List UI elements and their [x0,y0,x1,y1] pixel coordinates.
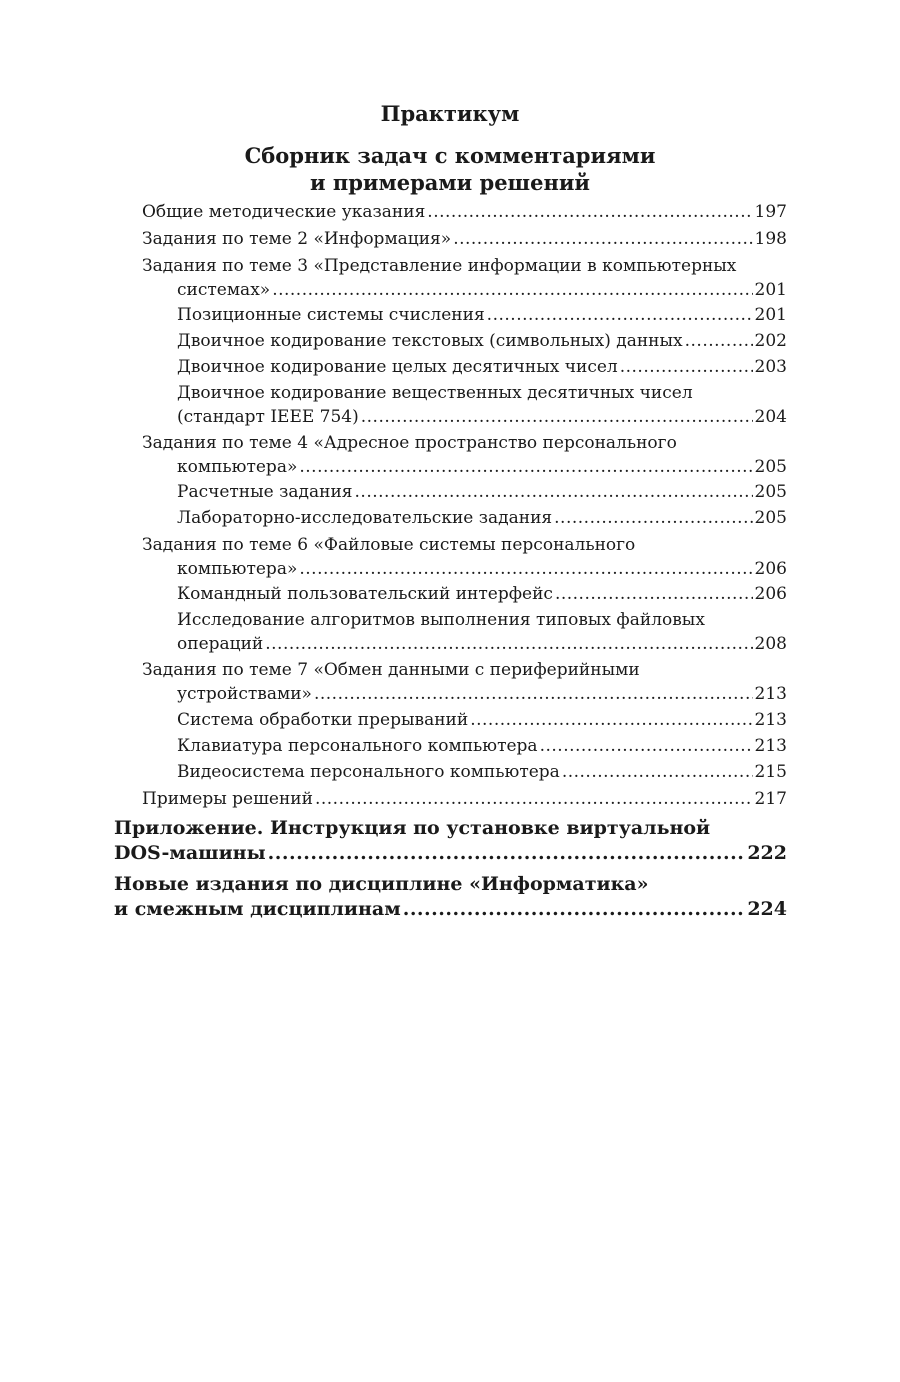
toc-leader-dots [355,480,753,504]
toc-page-number: 213 [754,684,787,704]
toc-entry-title: Расчетные задания [177,482,353,502]
toc-leader-dots [299,557,752,581]
toc-leader-dots [562,760,753,784]
toc-page-number: 201 [754,305,787,325]
toc-page-number: 222 [747,842,787,864]
toc-leader-dots [361,405,753,429]
toc-entry-topic-4[interactable] [142,431,787,479]
toc-entry-title-cont: операций [177,634,264,654]
toc-entry-title: Задания по теме 3 «Представление информации в компьютерных [142,256,737,276]
toc-entry-title: Задания по теме 2 «Информация» [142,229,452,249]
toc-leader-dots [470,708,752,732]
toc-entry-topic-2[interactable] [142,227,787,251]
toc-leader-dots [427,200,752,224]
toc-entry-title-cont: устройствами» [177,684,312,704]
toc-page-number: 201 [754,280,787,300]
toc-page-number: 206 [754,584,787,604]
toc-leader-dots [540,734,753,758]
toc-entry-title: Система обработки прерываний [177,710,469,730]
part-title: Практикум [380,101,520,126]
toc-leader-dots [268,841,746,866]
toc-entry-file-algorithms[interactable] [177,608,787,656]
toc-entry-title: Задания по теме 6 «Файловые системы персонального [142,535,636,555]
toc-leader-dots [685,329,753,353]
toc-entry-title: Задания по теме 4 «Адресное пространство персонального [142,433,677,453]
toc-entry-appendix[interactable] [114,816,787,866]
toc-entry-lab-tasks[interactable] [177,506,787,530]
toc-entry-title-cont: компьютера» [177,457,298,477]
toc-entry-general-guidelines[interactable] [142,200,787,224]
toc-entry-title-cont: (стандарт IEEE 754) [177,407,359,427]
toc-entry-title: Клавиатура персонального компьютера [177,736,538,756]
toc-entry-text-encoding[interactable] [177,329,787,353]
toc-leader-dots [453,227,752,251]
toc-page-number: 206 [754,559,787,579]
section-title [0,142,900,196]
toc-leader-dots [272,278,752,302]
toc-entry-title: Новые издания по дисциплине «Информатика» [114,873,649,895]
toc-entry-title: Командный пользовательский интерфейс [177,584,553,604]
toc-leader-dots [554,506,752,530]
toc-entry-examples[interactable] [142,787,787,811]
toc-entry-title: Позиционные системы счисления [177,305,485,325]
toc-entry-keyboard[interactable] [177,734,787,758]
toc-entry-topic-7[interactable] [142,658,787,706]
toc-entry-title: Задания по теме 7 «Обмен данными с периферийными [142,660,640,680]
toc-entry-title: Примеры решений [142,789,313,809]
toc-entry-title: Двоичное кодирование целых десятичных чисел [177,357,618,377]
section-title-line2: и примерами решений [309,170,591,195]
toc-entry-title: Двоичное кодирование вещественных десятичных чисел [177,383,693,403]
toc-entry-new-editions[interactable] [114,872,787,922]
toc-page-number: 202 [754,331,787,351]
toc-page-number: 197 [754,202,787,222]
toc-page-number: 205 [754,457,787,477]
toc-entry-integer-encoding[interactable] [177,355,787,379]
toc-entry-interrupts[interactable] [177,708,787,732]
toc-entry-video-system[interactable] [177,760,787,784]
toc-entry-positional-systems[interactable] [177,303,787,327]
toc-entry-topic-6[interactable] [142,533,787,581]
toc-entry-title-cont: компьютера» [177,559,298,579]
toc-leader-dots [620,355,753,379]
toc-leader-dots [315,787,753,811]
toc-leader-dots [555,582,753,606]
toc-leader-dots [487,303,753,327]
toc-leader-dots [314,682,753,706]
toc-page-number: 213 [754,710,787,730]
toc-entry-title: Лабораторно-исследовательские задания [177,508,553,528]
toc-entry-calculation-tasks[interactable] [177,480,787,504]
toc-page-number: 215 [754,762,787,782]
toc-entry-topic-3[interactable] [142,254,787,302]
toc-page-number: 204 [754,407,787,427]
toc-page-number: 205 [754,482,787,502]
toc-page-number: 213 [754,736,787,756]
toc-entry-title: Приложение. Инструкция по установке виртуальной [114,817,711,839]
toc-leader-dots [299,455,752,479]
toc-page-number: 205 [754,508,787,528]
toc-page-number: 217 [754,789,787,809]
toc-entry-title: Двоичное кодирование текстовых (символьных) данных [177,331,683,351]
toc-entry-title-cont: и смежным дисциплинам [114,898,401,920]
toc-leader-dots [265,632,752,656]
toc-entry-title: Общие методические указания [142,202,426,222]
toc-entry-title-cont: DOS-машины [114,842,266,864]
toc-entry-title-cont: системах» [177,280,271,300]
toc-entry-float-encoding[interactable] [177,381,787,429]
toc-page-number: 208 [754,634,787,654]
toc-page-number: 198 [754,229,787,249]
toc-page-number: 224 [747,898,787,920]
toc-entry-title: Исследование алгоритмов выполнения типовых файловых [177,610,705,630]
toc-entry-cli[interactable] [177,582,787,606]
toc-entry-title: Видеосистема персонального компьютера [177,762,560,782]
section-title-line1: Сборник задач с комментариями [244,143,656,168]
toc-leader-dots [403,897,746,922]
toc-page-number: 203 [754,357,787,377]
